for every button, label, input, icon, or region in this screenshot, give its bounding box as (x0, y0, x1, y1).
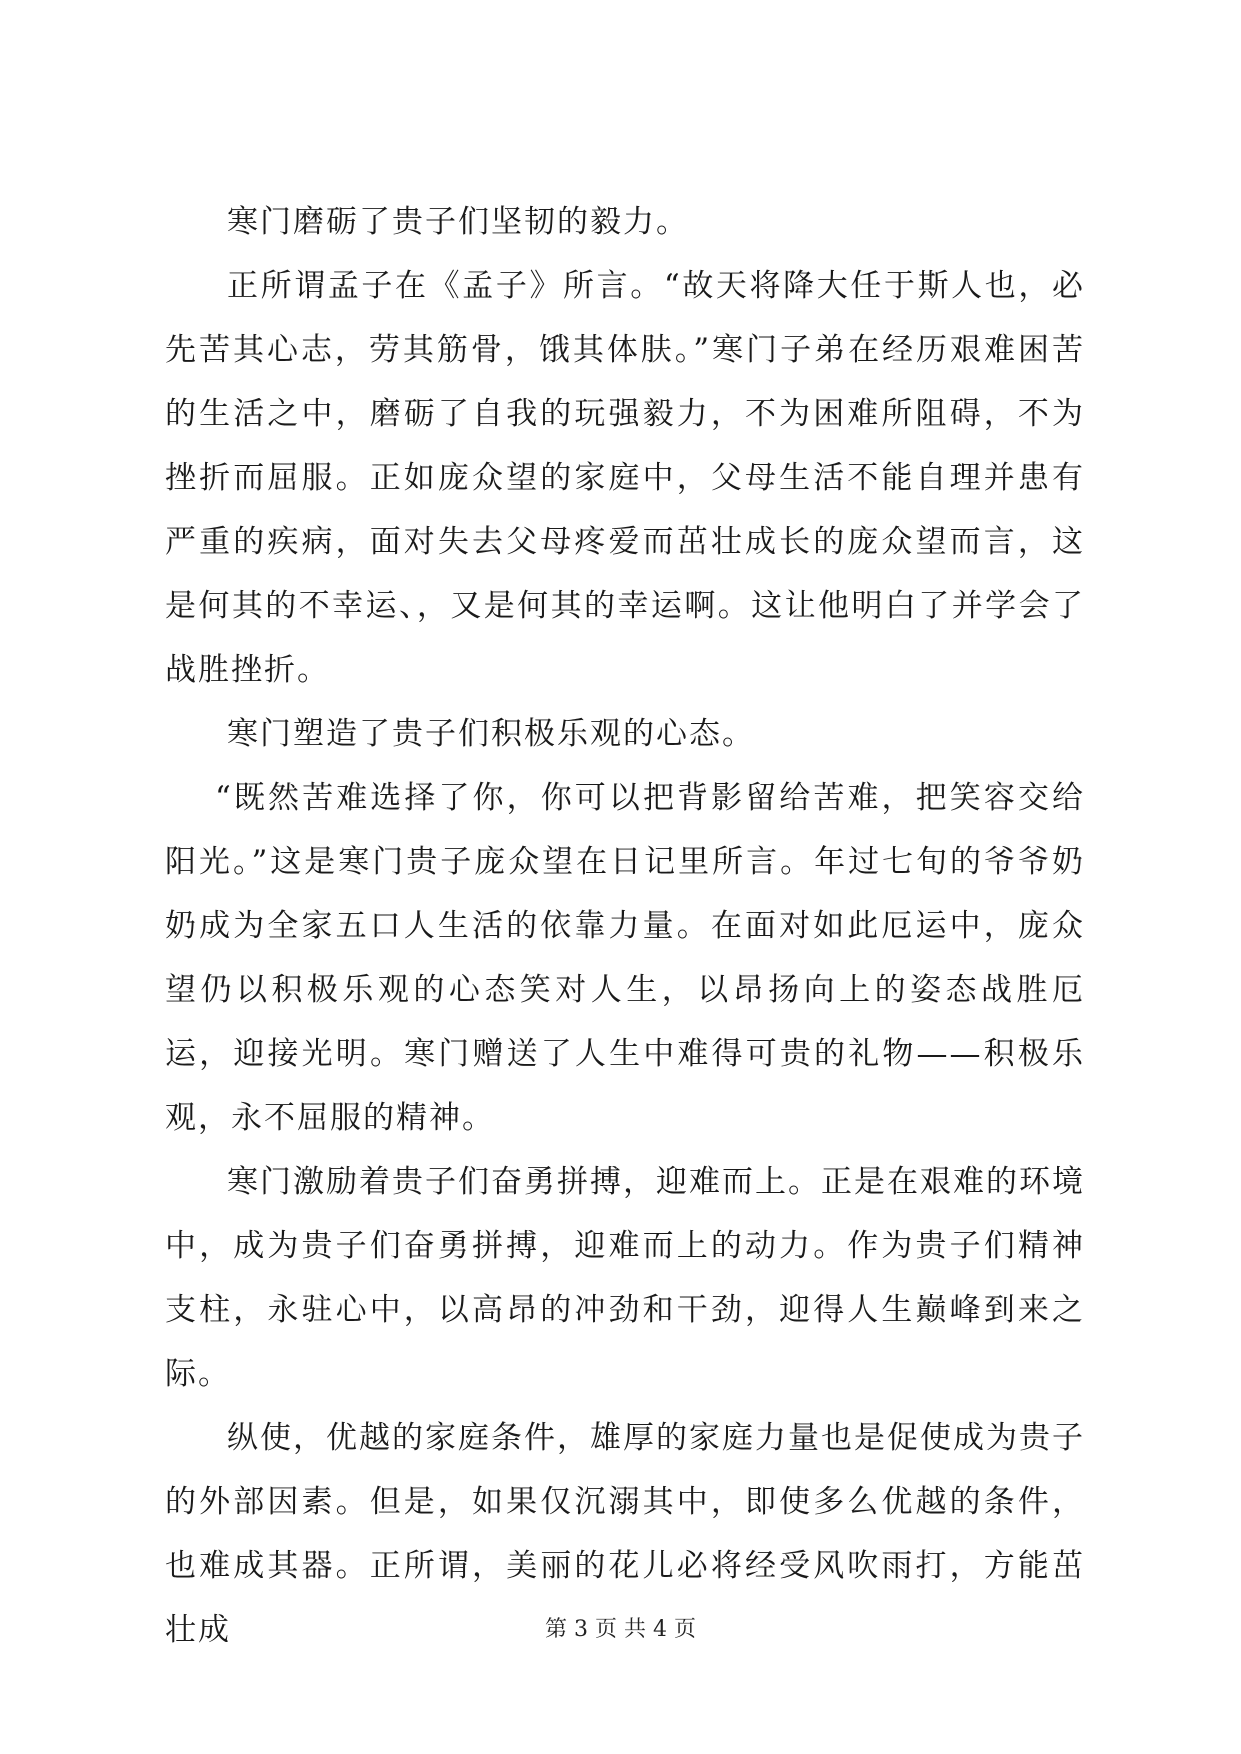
paragraph-1: 正所谓孟子在《孟子》所言。“故天将降大任于斯人也，必先苦其心志，劳其筋骨，饿其体肤。”寒门子弟在经历艰难困苦的生活之中，磨砺了自我的玩强毅力，不为困难所阻碍，不为挫折而屈服。正如庞众望的家庭中，父母生活不能自理并患有严重的疾病，面对失去父母疼爱而茁壮成长的庞众望而言，这是何其的不幸运、，又是何其的幸运啊。这让他明白了并学会了战胜挫折。 (165, 268, 1085, 688)
document-body (165, 190, 1085, 1662)
paragraph-heading-1: 寒门磨砺了贵子们坚韧的毅力。 (227, 204, 689, 240)
paragraph-heading-2: 寒门塑造了贵子们积极乐观的心态。 (227, 716, 755, 752)
paragraph-4: 纵使，优越的家庭条件，雄厚的家庭力量也是促使成为贵子的外部因素。但是，如果仅沉溺其中，即使多么优越的条件，也难成其器。正所谓，美丽的花儿必将经受风吹雨打，方能茁壮成 (165, 1420, 1085, 1648)
page-number-footer: 第 3 页 共 4 页 (545, 1617, 696, 1642)
paragraph-2: “既然苦难选择了你，你可以把背影留给苦难，把笑容交给阳光。”这是寒门贵子庞众望在日记里所言。年过七旬的爷爷奶奶成为全家五口人生活的依靠力量。在面对如此厄运中，庞众望仍以积极乐观的心态笑对人生，以昂扬向上的姿态战胜厄运，迎接光明。寒门赠送了人生中难得可贵的礼物——积极乐观，永不屈服的精神。 (165, 780, 1085, 1136)
paragraph-3: 寒门激励着贵子们奋勇拼搏，迎难而上。正是在艰难的环境中，成为贵子们奋勇拼搏，迎难而上的动力。作为贵子们精神支柱，永驻心中，以高昂的冲劲和干劲，迎得人生巅峰到来之际。 (165, 1164, 1085, 1392)
